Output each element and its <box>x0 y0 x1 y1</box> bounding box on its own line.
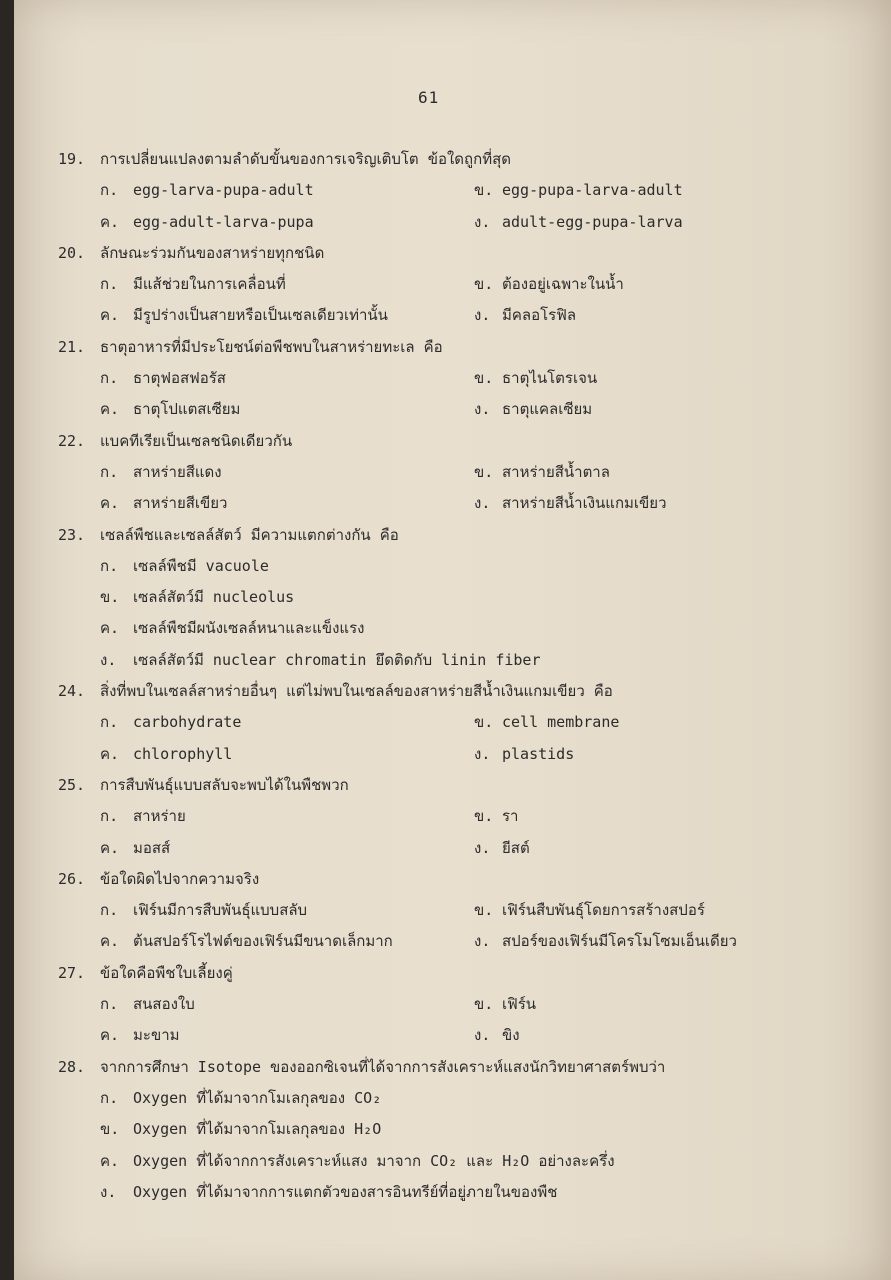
option-row <box>14 300 891 331</box>
question-row <box>14 426 891 457</box>
question-text: แบคทีเรียเป็นเซลชนิดเดียวกัน <box>100 431 293 450</box>
option-marker: ค. <box>100 212 120 231</box>
option-text: plastids <box>502 744 575 763</box>
question-text: ลักษณะร่วมกันของสาหร่ายทุกชนิด <box>100 243 325 262</box>
option-text: เซลล์พืชมีผนังเซลล์หนาและแข็งแรง <box>133 619 365 638</box>
question-row <box>14 958 891 989</box>
option-row <box>14 363 891 394</box>
question-list <box>14 144 891 1208</box>
question-number: 23. <box>58 525 86 544</box>
question-row <box>14 332 891 363</box>
option-marker: ง. <box>474 932 491 951</box>
question-number: 20. <box>58 243 86 262</box>
option-text: Oxygen ที่ได้มาจากโมเลกุลของ CO₂ <box>133 1088 382 1107</box>
option-text: chlorophyll <box>133 744 233 763</box>
option-marker: ค. <box>100 744 120 763</box>
option-text: Oxygen ที่ได้มาจากการแตกตัวของสารอินทรีย์ที่อยู่ภายในของพืช <box>133 1182 558 1201</box>
option-text: สาหร่ายสีน้ำตาล <box>502 462 610 481</box>
option-marker: ข. <box>100 1120 120 1139</box>
option-row <box>14 1114 891 1145</box>
option-marker: ค. <box>100 619 120 638</box>
option-row <box>14 207 891 238</box>
option-text: egg-adult-larva-pupa <box>133 212 314 231</box>
option-row <box>14 895 891 926</box>
option-text: รา <box>502 807 519 826</box>
option-marker: ค. <box>100 932 120 951</box>
option-text: egg-pupa-larva-adult <box>502 181 683 200</box>
question-row <box>14 1052 891 1083</box>
question-number: 25. <box>58 775 86 794</box>
option-text: เซลล์สัตว์มี nuclear chromatin ยึดติดกับ linin fiber <box>133 650 541 669</box>
question-text: ข้อใดคือพืชใบเลี้ยงคู่ <box>100 963 233 982</box>
option-row <box>14 613 891 644</box>
option-row <box>14 707 891 738</box>
option-marker: ค. <box>100 1151 120 1170</box>
option-row <box>14 739 891 770</box>
option-marker: ข. <box>474 462 494 481</box>
option-row <box>14 801 891 832</box>
option-row <box>14 833 891 864</box>
option-marker: ง. <box>474 306 491 325</box>
option-row <box>14 394 891 425</box>
option-text: ธาตุโปแตสเซียม <box>133 400 241 419</box>
question-number: 26. <box>58 869 86 888</box>
option-marker: ง. <box>474 494 491 513</box>
question-text: ข้อใดผิดไปจากความจริง <box>100 869 260 888</box>
option-marker: ค. <box>100 494 120 513</box>
option-row <box>14 269 891 300</box>
option-text: cell membrane <box>502 713 620 732</box>
option-row <box>14 1146 891 1177</box>
question-text: จากการศึกษา Isotope ของออกซิเจนที่ได้จากการสังเคราะห์แสงนักวิทยาศาสตร์พบว่า <box>100 1057 666 1076</box>
option-text: สาหร่ายสีแดง <box>133 462 222 481</box>
option-row <box>14 175 891 206</box>
option-row <box>14 989 891 1020</box>
question-number: 19. <box>58 150 86 168</box>
option-marker: ข. <box>474 713 494 732</box>
option-text: Oxygen ที่ได้มาจากโมเลกุลของ H₂O <box>133 1120 382 1139</box>
option-text: มีคลอโรฟิล <box>502 306 577 325</box>
option-marker: ข. <box>474 181 494 200</box>
option-text: สปอร์ของเฟิร์นมีโครโมโซมเอ็นเดียว <box>502 932 737 951</box>
question-number: 28. <box>58 1057 86 1076</box>
option-marker: ค. <box>100 838 120 857</box>
question-row <box>14 520 891 551</box>
question-text: สิ่งที่พบในเซลล์สาหร่ายอื่นๆ แต่ไม่พบในเซลล์ของสาหร่ายสีน้ำเงินแกมเขียว คือ <box>100 682 613 701</box>
option-marker: ก. <box>100 181 119 200</box>
option-text: สาหร่ายสีน้ำเงินแกมเขียว <box>502 494 667 513</box>
option-text: ขิง <box>502 1026 520 1045</box>
option-marker: ง. <box>474 838 491 857</box>
option-text: เซลล์สัตว์มี nucleolus <box>133 588 295 607</box>
option-marker: ง. <box>474 1026 491 1045</box>
option-text: ธาตุไนโตรเจน <box>502 369 598 388</box>
question-row <box>14 770 891 801</box>
option-row <box>14 488 891 519</box>
option-text: มีแส้ช่วยในการเคลื่อนที่ <box>133 275 286 294</box>
option-marker: ข. <box>474 807 494 826</box>
option-row <box>14 1020 891 1051</box>
option-text: ต้องอยู่เฉพาะในน้ำ <box>502 275 624 294</box>
option-marker: ค. <box>100 400 120 419</box>
question-row <box>14 676 891 707</box>
option-marker: ง. <box>474 400 491 419</box>
option-marker: ก. <box>100 901 119 920</box>
question-text: เซลล์พืชและเซลล์สัตว์ มีความแตกต่างกัน คือ <box>100 525 399 544</box>
option-row <box>14 1177 891 1208</box>
option-row <box>14 457 891 488</box>
option-row <box>14 551 891 582</box>
option-marker: ข. <box>474 369 494 388</box>
option-marker: ง. <box>474 212 491 231</box>
option-text: Oxygen ที่ได้จากการสังเคราะห์แสง มาจาก CO₂ และ H₂O อย่างละครึ่ง <box>133 1151 615 1170</box>
question-number: 21. <box>58 337 86 356</box>
option-marker: ค. <box>100 306 120 325</box>
option-marker: ก. <box>100 807 119 826</box>
option-text: มะขาม <box>133 1026 180 1045</box>
option-text: เฟิร์น <box>502 995 537 1014</box>
question-row <box>14 144 891 175</box>
option-marker: ค. <box>100 1026 120 1045</box>
option-text: ธาตุแคลเซียม <box>502 400 593 419</box>
question-number: 27. <box>58 963 86 982</box>
option-text: ต้นสปอร์โรไฟต์ของเฟิร์นมีขนาดเล็กมาก <box>133 932 393 951</box>
option-row <box>14 926 891 957</box>
option-marker: ก. <box>100 462 119 481</box>
option-marker: ก. <box>100 713 119 732</box>
option-marker: ข. <box>474 901 494 920</box>
option-marker: ข. <box>474 275 494 294</box>
option-row <box>14 582 891 613</box>
option-marker: ก. <box>100 369 119 388</box>
option-marker: ง. <box>474 744 491 763</box>
option-text: เฟิร์นสืบพันธุ์โดยการสร้างสปอร์ <box>502 901 705 920</box>
option-marker: ข. <box>100 588 120 607</box>
option-text: ธาตุฟอสฟอรัส <box>133 369 226 388</box>
option-text: มอสส์ <box>133 838 171 857</box>
option-text: สาหร่ายสีเขียว <box>133 494 228 513</box>
option-marker: ข. <box>474 995 494 1014</box>
option-text: เซลล์พืชมี vacuole <box>133 556 269 575</box>
option-text: มีรูปร่างเป็นสายหรือเป็นเซลเดียวเท่านั้น <box>133 306 388 325</box>
option-marker: ง. <box>100 650 117 669</box>
option-text: สนสองใบ <box>133 995 195 1014</box>
option-marker: ก. <box>100 995 119 1014</box>
option-text: ยีสต์ <box>502 838 530 857</box>
question-text: การสืบพันธุ์แบบสลับจะพบได้ในพืชพวก <box>100 775 349 794</box>
question-text: ธาตุอาหารที่มีประโยชน์ต่อพืชพบในสาหร่ายทะเล คือ <box>100 337 443 356</box>
option-marker: ง. <box>100 1182 117 1201</box>
option-marker: ก. <box>100 275 119 294</box>
question-number: 24. <box>58 682 86 701</box>
option-marker: ก. <box>100 556 119 575</box>
question-row <box>14 864 891 895</box>
option-marker: ก. <box>100 1088 119 1107</box>
option-text: สาหร่าย <box>133 807 186 826</box>
document-page <box>14 0 891 1280</box>
question-row <box>14 238 891 269</box>
option-text: egg-larva-pupa-adult <box>133 181 314 200</box>
option-text: carbohydrate <box>133 713 242 732</box>
question-number: 22. <box>58 431 86 450</box>
page-number: 61 <box>418 88 440 107</box>
option-row <box>14 645 891 676</box>
question-text: การเปลี่ยนแปลงตามลำดับขั้นของการเจริญเติบโต ข้อใดถูกที่สุด <box>100 150 511 168</box>
option-text: เฟิร์นมีการสืบพันธุ์แบบสลับ <box>133 901 308 920</box>
option-row <box>14 1083 891 1114</box>
option-text: adult-egg-pupa-larva <box>502 212 683 231</box>
